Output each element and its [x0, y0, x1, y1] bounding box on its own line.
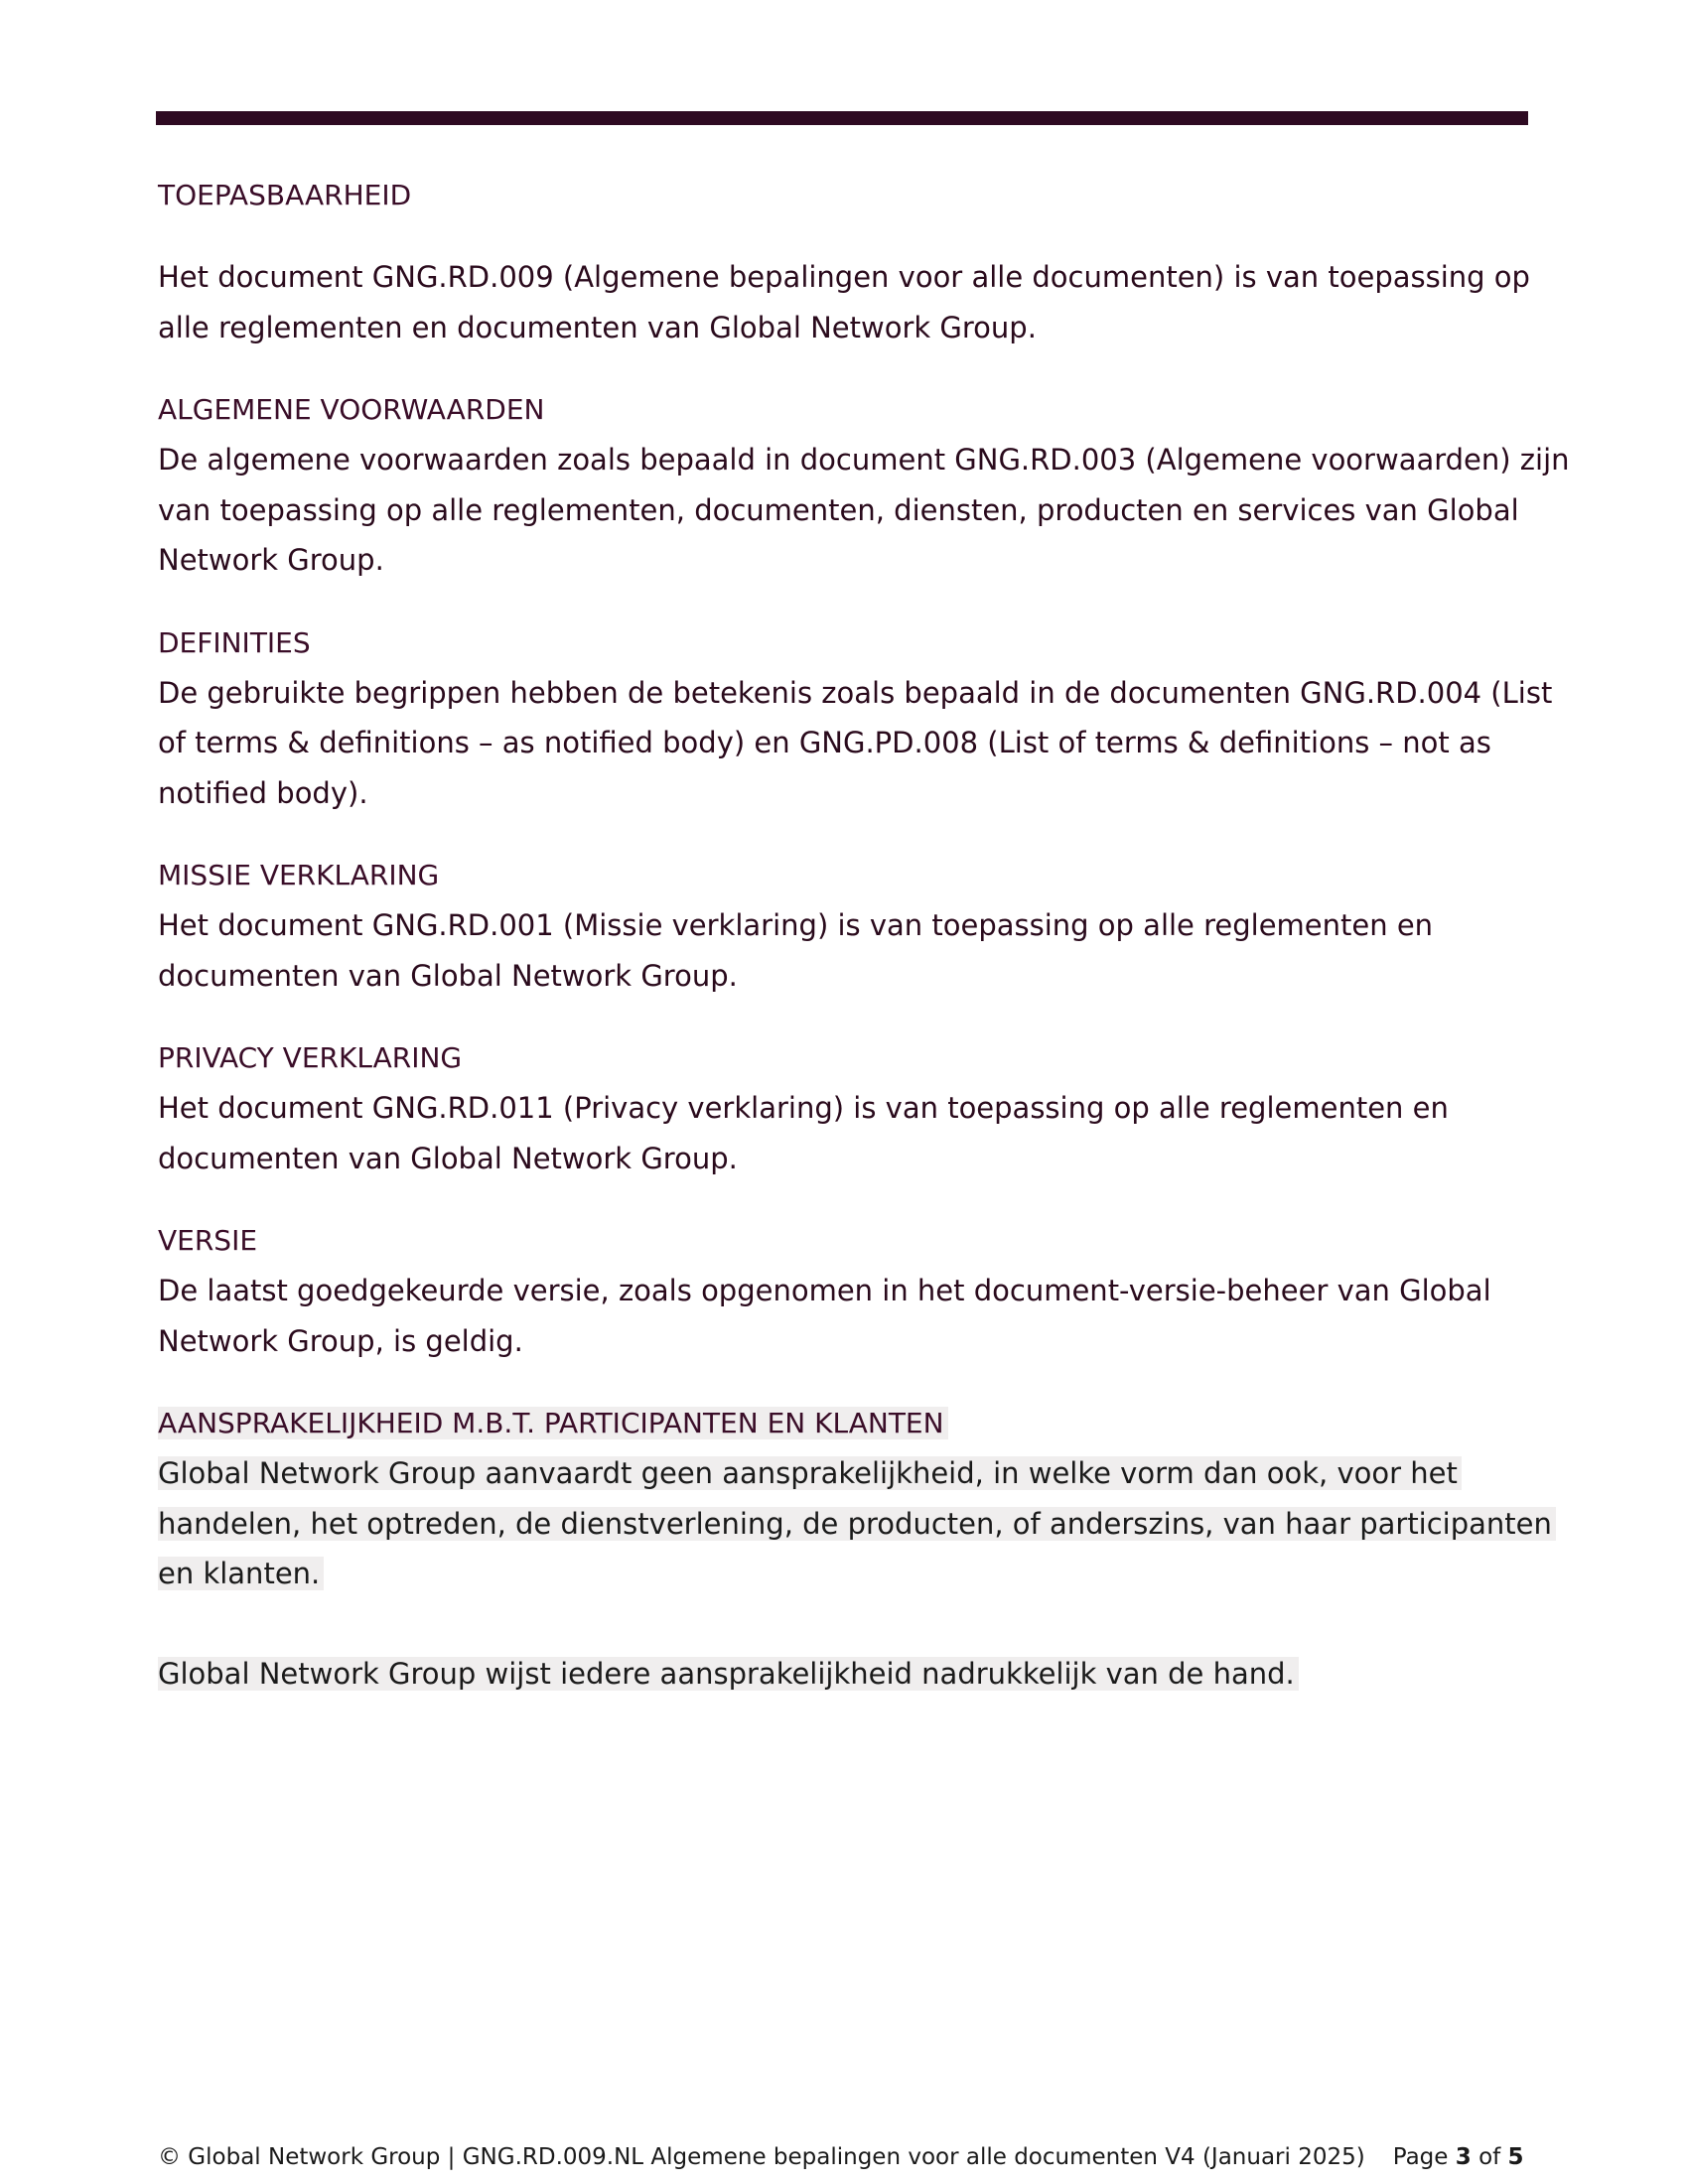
paragraph-line: Network Group, is geldig.	[158, 1323, 523, 1358]
section-toepasbaarheid	[158, 171, 1528, 352]
paragraph-line: Het document GNG.RD.001 (Missie verklaring) is van toepassing op alle reglementen en	[158, 908, 1434, 942]
section-heading: MISSIE VERKLARING	[158, 859, 440, 891]
paragraph-line: van toepassing op alle reglementen, documenten, diensten, producten en services van Global	[158, 492, 1519, 527]
paragraph-line: documenten van Global Network Group.	[158, 958, 738, 993]
document-body	[158, 171, 1570, 1699]
section-heading: PRIVACY VERKLARING	[158, 1041, 463, 1074]
section-paragraph	[158, 435, 1570, 586]
paragraph-line: Het document GNG.RD.011 (Privacy verklaring) is van toepassing op alle reglementen en	[158, 1091, 1449, 1125]
page-footer	[158, 2142, 1524, 2172]
closing-statement: Global Network Group wijst iedere aansprakelijkheid nadrukkelijk van de hand.	[158, 1657, 1299, 1691]
page-indicator	[1393, 2144, 1524, 2170]
paragraph-line: of terms & definitions – as notified body) en GNG.PD.008 (List of terms & definitions – not as	[158, 726, 1491, 759]
paragraph-line: handelen, het optreden, de dienstverlening, de producten, of anderszins, van haar participanten	[158, 1507, 1556, 1541]
section-heading: TOEPASBAARHEID	[158, 179, 412, 211]
paragraph-line: De gebruikte begrippen hebben de betekenis zoals bepaald in de documenten GNG.RD.004 (List	[158, 675, 1553, 710]
section-aansprakelijkheid	[158, 1399, 1552, 1699]
footer-copyright: © Global Network Group | GNG.RD.009.NL Algemene bepalingen voor alle documenten V4 (Januari 2025)	[158, 2144, 1365, 2170]
section-versie	[158, 1216, 1528, 1366]
page-current: 3	[1455, 2144, 1472, 2170]
section-paragraph	[158, 900, 1528, 1001]
paragraph-line: alle reglementen en documenten van Global Network Group.	[158, 310, 1037, 344]
section-paragraph	[158, 1266, 1528, 1366]
page-of: of	[1478, 2144, 1501, 2170]
paragraph-line: en klanten.	[158, 1557, 324, 1590]
paragraph-line: De algemene voorwaarden zoals bepaald in document GNG.RD.003 (Algemene voorwaarden) zijn	[158, 443, 1570, 477]
section-privacy-verklaring	[158, 1033, 1528, 1183]
paragraph-line: Het document GNG.RD.009 (Algemene bepalingen voor alle documenten) is van toepassing op	[158, 260, 1530, 294]
page-label: Page	[1392, 2144, 1449, 2170]
paragraph-line: documenten van Global Network Group.	[158, 1141, 738, 1175]
section-heading: AANSPRAKELIJKHEID M.B.T. PARTICIPANTEN EN KLANTEN	[158, 1407, 948, 1439]
section-definities	[158, 618, 1553, 819]
section-heading: ALGEMENE VOORWAARDEN	[158, 393, 545, 426]
page-total: 5	[1507, 2144, 1524, 2170]
section-heading: VERSIE	[158, 1224, 258, 1257]
section-paragraph	[158, 1448, 1552, 1699]
header-rule	[156, 111, 1528, 125]
paragraph-line: De laatst goedgekeurde versie, zoals opgenomen in het document-versie-beheer van Global	[158, 1274, 1491, 1307]
paragraph-line: notified body).	[158, 775, 368, 810]
section-algemene-voorwaarden	[158, 385, 1570, 586]
section-heading: DEFINITIES	[158, 625, 311, 659]
section-paragraph	[158, 668, 1553, 819]
paragraph-line: Network Group.	[158, 543, 384, 577]
section-paragraph	[158, 252, 1528, 352]
paragraph-line: Global Network Group aanvaardt geen aansprakelijkheid, in welke vorm dan ook, voor het	[158, 1456, 1462, 1490]
section-paragraph	[158, 1083, 1528, 1183]
section-missie-verklaring	[158, 851, 1528, 1001]
